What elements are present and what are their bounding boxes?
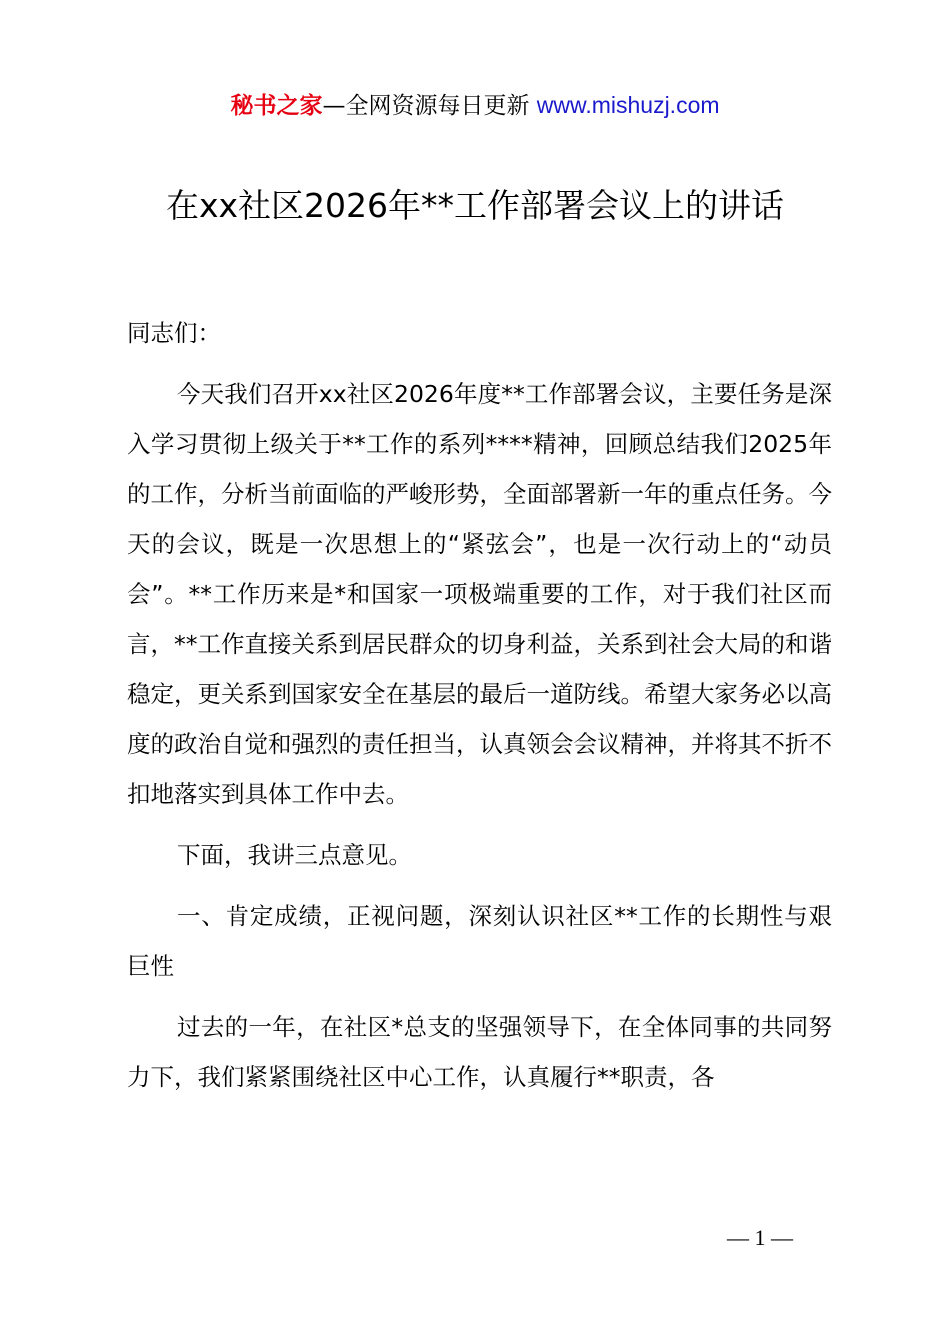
body-paragraph: 过去的一年，在社区*总支的坚强领导下，在全体同事的共同努力下，我们紧紧围绕社区中心工作，认真履行**职责，各: [127, 1013, 832, 1091]
site-url-link[interactable]: www.mishuzj.com: [536, 92, 720, 118]
site-header: [0, 88, 950, 123]
body-paragraph: 下面，我讲三点意见。: [177, 841, 412, 869]
document-body: [127, 308, 832, 1102]
site-brand: 秘书之家: [230, 93, 323, 119]
page-number: — 1 —: [727, 1225, 793, 1250]
salutation: 同志们：: [127, 319, 221, 347]
body-paragraph: 今天我们召开xx社区2026年度**工作部署会议，主要任务是深入学习贯彻上级关于**工作的系列****精神，回顾总结我们2025年的工作，分析当前面临的严峻形势，全面部署新一年的重点任务。今天的会议，既是一次思想上的“紧弦会”，也是一次行动上的“动员会”。**工作历来是*和国家一项极端重要的工作，对于我们社区而言，**工作直接关系到居民群众的切身利益，关系到社会大局的和谐稳定，更关系到国家安全在基层的最后一道防线。希望大家务必以高度的政治自觉和强烈的责任担当，认真领会会议精神，并将其不折不扣地落实到具体工作中去。: [127, 380, 832, 808]
section-heading: 一、肯定成绩，正视问题，深刻认识社区**工作的长期性与艰巨性: [127, 902, 832, 980]
site-slogan: —全网资源每日更新: [322, 93, 537, 119]
document-title: 在xx社区2026年**工作部署会议上的讲话: [165, 186, 785, 225]
